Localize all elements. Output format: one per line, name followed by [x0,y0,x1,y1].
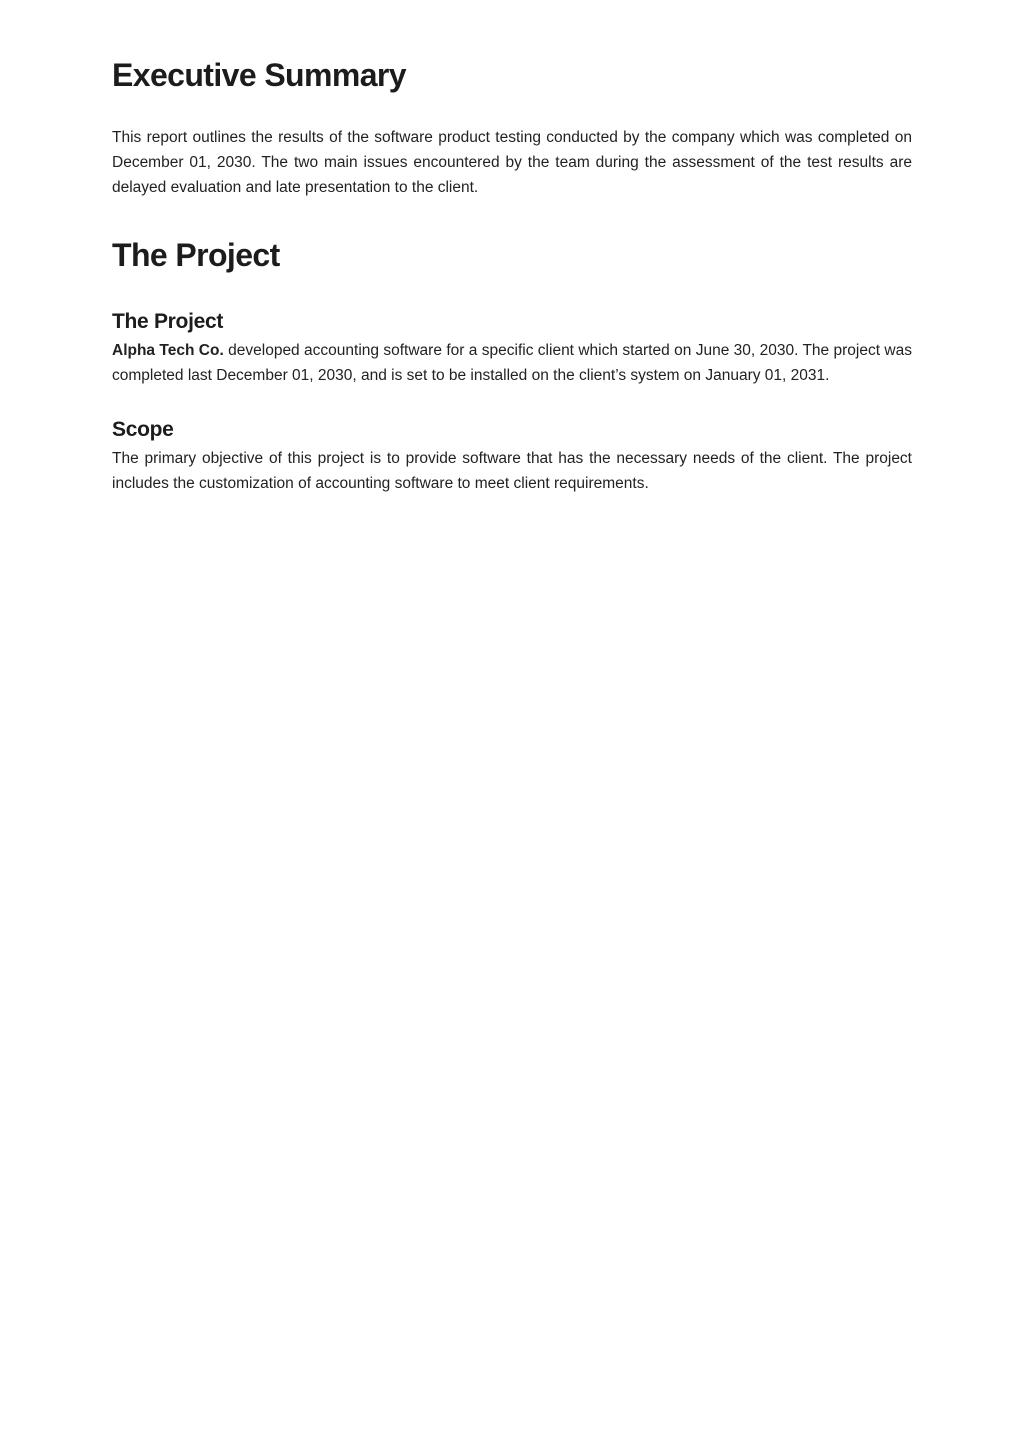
company-name: Alpha Tech Co. [112,342,224,359]
scope-heading: Scope [112,418,174,441]
executive-summary-heading: Executive Summary [112,57,406,93]
project-paragraph [112,338,912,388]
project-subsection-heading: The Project [112,310,224,333]
executive-summary-paragraph: This report outlines the results of the software product testing conducted by the company which was completed on December 01, 2030. The two main issues encountered by the team during the assessment of the test results are delayed evaluation and late presentation to the client. [112,129,912,196]
project-section-heading: The Project [112,237,280,273]
scope-paragraph: The primary objective of this project is to provide software that has the necessary needs of the client. The project includes the customization of accounting software to meet client requirements. [112,450,912,492]
project-description: developed accounting software for a specific client which started on June 30, 2030. The project was completed last December 01, 2030, and is set to be installed on the client’s system on January 01, 2031. [112,342,912,384]
